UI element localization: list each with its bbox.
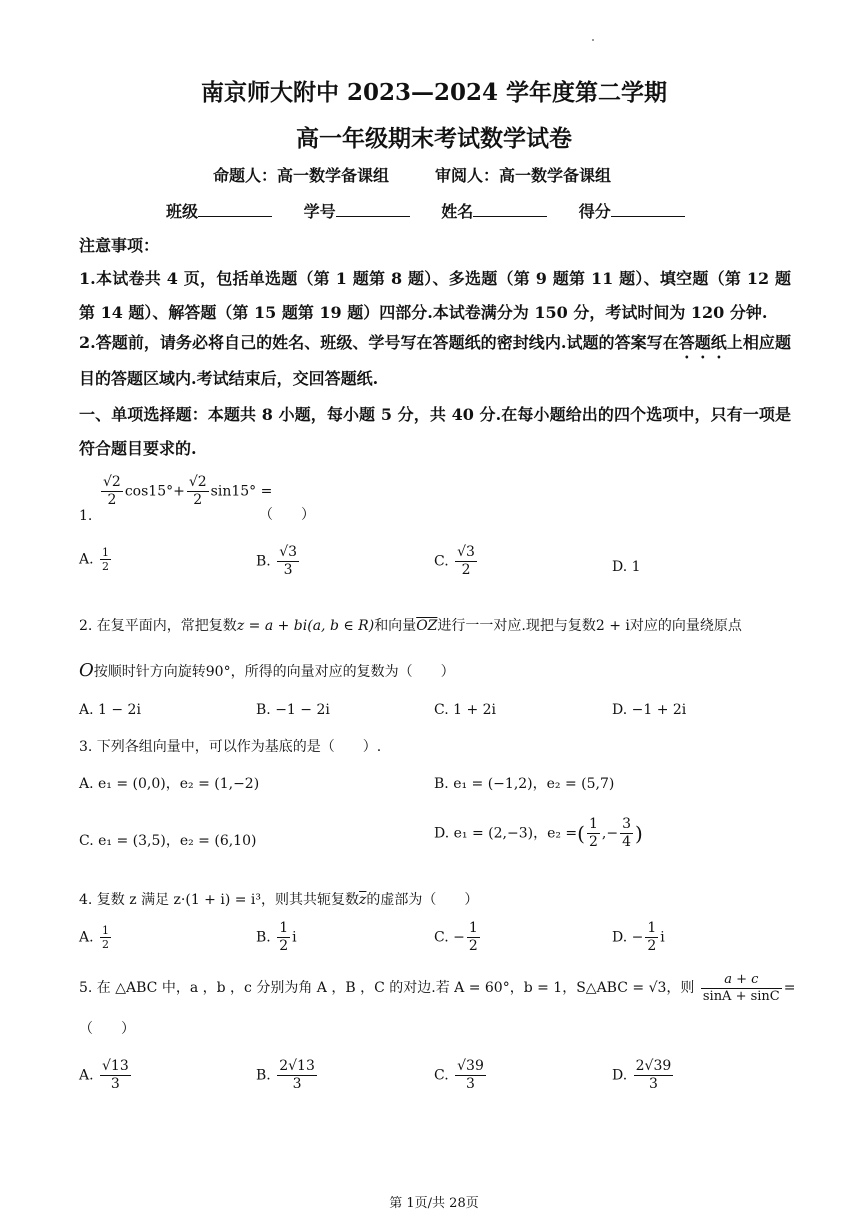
- question-4: 4. 复数 z 满足 z·(1 + i) = i³，则其共轭复数$\overline{z}$的虚部为（ ）: [79, 892, 479, 908]
- question-3: 3. 下列各组向量中，可以作为基底的是（ ）.: [79, 739, 382, 755]
- section-1-heading: 一、单项选择题：本题共 8 小题，每小题 5 分，共 40 分.在每小题给出的四个选项中，只有一项是符合题目要求的.: [79, 405, 791, 458]
- q2-option-b: B. −1 − 2i: [256, 702, 330, 718]
- q2-option-d: D. −1 + 2i: [612, 702, 687, 718]
- q5-option-c: C. $\frac{√39}{3}$: [434, 1058, 484, 1092]
- q2-option-a: A. 1 − 2i: [79, 702, 141, 718]
- score-field[interactable]: 得分: [579, 199, 685, 222]
- author-label: 命题人：高一数学备课组: [213, 166, 390, 185]
- exam-subtitle: 高一年级期末考试数学试卷: [296, 125, 572, 152]
- notice-item-1: 1.本试卷共 4 页，包括单选题（第 1 题第 8 题）、多选题（第 9 题第 11 题）、填空题（第 12 题第 14 题）、解答题（第 15 题第 19 题）四部分.本试卷满分为 150 分，考试时间为 120 分钟.: [79, 269, 791, 322]
- q5-option-d: D. $\frac{2√39}{3}$: [612, 1058, 672, 1092]
- question-2-line-2: O按顺时针方向旋转90°，所得的向量对应的复数为（ ）: [79, 660, 455, 681]
- q1-option-c: C. $\frac{√3}{2}$: [434, 544, 475, 578]
- notice-heading: 注意事项：: [79, 236, 160, 255]
- q1-option-a: A. $\frac{1}{2}$: [79, 546, 110, 574]
- q5-option-b: B. $\frac{2√13}{3}$: [256, 1058, 315, 1092]
- reviewer-label: 审阅人：高一数学备课组: [435, 166, 612, 185]
- q3-option-b: B. e₁ = (−1,2)，e₂ = (5,7): [434, 776, 615, 792]
- q3-option-c: C. e₁ = (3,5)，e₂ = (6,10): [79, 833, 257, 849]
- class-field[interactable]: 班级: [166, 199, 272, 222]
- student-id-field[interactable]: 学号: [304, 199, 410, 222]
- q4-option-a: A. $\frac{1}{2}$: [79, 924, 110, 952]
- question-5: 5. 在 △ABC 中，a ，b ，c 分别为角 A ，B ，C 的对边.若 A = 60°，b = 1，S△ABC = √3，则 $\frac{a + c}{\sin A + \sin C}$ =: [79, 972, 796, 1004]
- exam-page: 南京师大附中 2023—2024 学年度第二学期 高一年级期末考试数学试卷 命题人：高一数学备课组 审阅人：高一数学备课组 班级 学号 姓名 得分 注意事项： 1.本试卷共 4 页，包括单选题（第 1 题第 8 题）、多选题（第 9 题第 11 题）、填空题（第 12 题第 14 题）、解答题（第 15 题第 19 题）四部分.本试卷满分为 150 分，考试时间为 120 分钟. 2.答题前，请务必将自己的姓名、班级、学号写在答题纸的密封线内.试题的答案写在答题纸上相应题目的答题区域内.考试结束后，交回答题纸. 一、单项选择题：本题共 8 小题，每小题 5 分，共 40 分.在每小题给出的四个选项中，只有一项是符合题目要求的. 1. $\frac{√2}{2}$ cos15°+ $\frac{√2}{2}$ sin15° = （ ） A. $\frac{1}{2}$ B. $\frac{√3}{3}$ C. $\frac{√3}{2}$ D. 1 2. 在复平面内，常把复数z = a + bi(a, b ∈ R)和向量$\overline{OZ}$进行一一对应.现把与复数2 + i对应的向量绕原点 O按顺时针方向旋转90°，所得的向量对应的复数为（ ） A. 1 − 2i B. −1 − 2i C. 1 + 2i D. −1 + 2i 3. 下列各组向量中，可以作为基底的是（ ）. A. e₁ = (0,0)，e₂ = (1,−2) B. e₁ = (−1,2)，e₂ = (5,7) C. e₁ = (3,5)，e₂ = (6,10) D. e₁ = (2,−3)，e₂ =( $\frac{1}{2}$ ,− $\frac{3}{4}$ ) 4. 复数 z 满足 z·(1 + i) = i³，则其共轭复数$\overline{z}$的虚部为（ ） A. $\frac{1}{2}$ B. $\frac{1}{2}$ i C. − $\frac{1}{2}$ D. − $\frac{1}{2}$ i 5. 在 △ABC 中，a ，b ，c 分别为角 A ，B ，C 的对边.若 A = 60°，b = 1，S△ABC = √3，则 $\frac{a + c}{\sin A + \sin C}$ = （ ） A. $\frac{√13}{3}$ B. $\frac{2√13}{3}$ C. $\frac{√39}{3}$ D. $\frac{2√39}{3}$ 第 1页/共 28页: [0, 0, 868, 1227]
- notice-item-2: 2.答题前，请务必将自己的姓名、班级、学号写在答题纸的密封线内.试题的答案写在答题纸上相应题目的答题区域内.考试结束后，交回答题纸.: [79, 333, 791, 388]
- emphasis-answer-sheet: 答题纸: [678, 333, 727, 352]
- q5-option-a: A. $\frac{√13}{3}$: [79, 1058, 129, 1092]
- scan-speck: [592, 39, 594, 41]
- vector-oz: $\overline{OZ}$: [416, 618, 438, 634]
- student-info-fields: [166, 199, 711, 222]
- q4-option-c: C. − $\frac{1}{2}$: [434, 920, 478, 954]
- q3-option-a: A. e₁ = (0,0)，e₂ = (1,−2): [79, 776, 260, 792]
- q4-option-d: D. − $\frac{1}{2}$ i: [612, 920, 665, 954]
- question-5-blank: （ ）: [79, 1021, 135, 1037]
- answer-blank: （ ）: [259, 507, 315, 523]
- q1-option-b: B. $\frac{√3}{3}$: [256, 544, 298, 578]
- page-footer: 第 1页/共 28页: [389, 1196, 479, 1211]
- q2-option-c: C. 1 + 2i: [434, 702, 497, 718]
- question-2-line-1: 2. 在复平面内，常把复数z = a + bi(a, b ∈ R)和向量$\overline{OZ}$进行一一对应.现把与复数2 + i对应的向量绕原点: [79, 618, 742, 634]
- z-conjugate: $\overline{z}$: [359, 892, 367, 908]
- name-field[interactable]: 姓名: [441, 199, 547, 222]
- q1-option-d: D. 1: [612, 559, 641, 575]
- question-number: 1.: [79, 508, 93, 524]
- q4-option-b: B. $\frac{1}{2}$ i: [256, 920, 297, 954]
- q3-option-d: D. e₁ = (2,−3)，e₂ =( $\frac{1}{2}$ ,− $\frac{3}{4}$ ): [434, 816, 643, 850]
- exam-title: 南京师大附中 2023—2024 学年度第二学期: [200, 79, 668, 106]
- authors-line: [213, 163, 611, 186]
